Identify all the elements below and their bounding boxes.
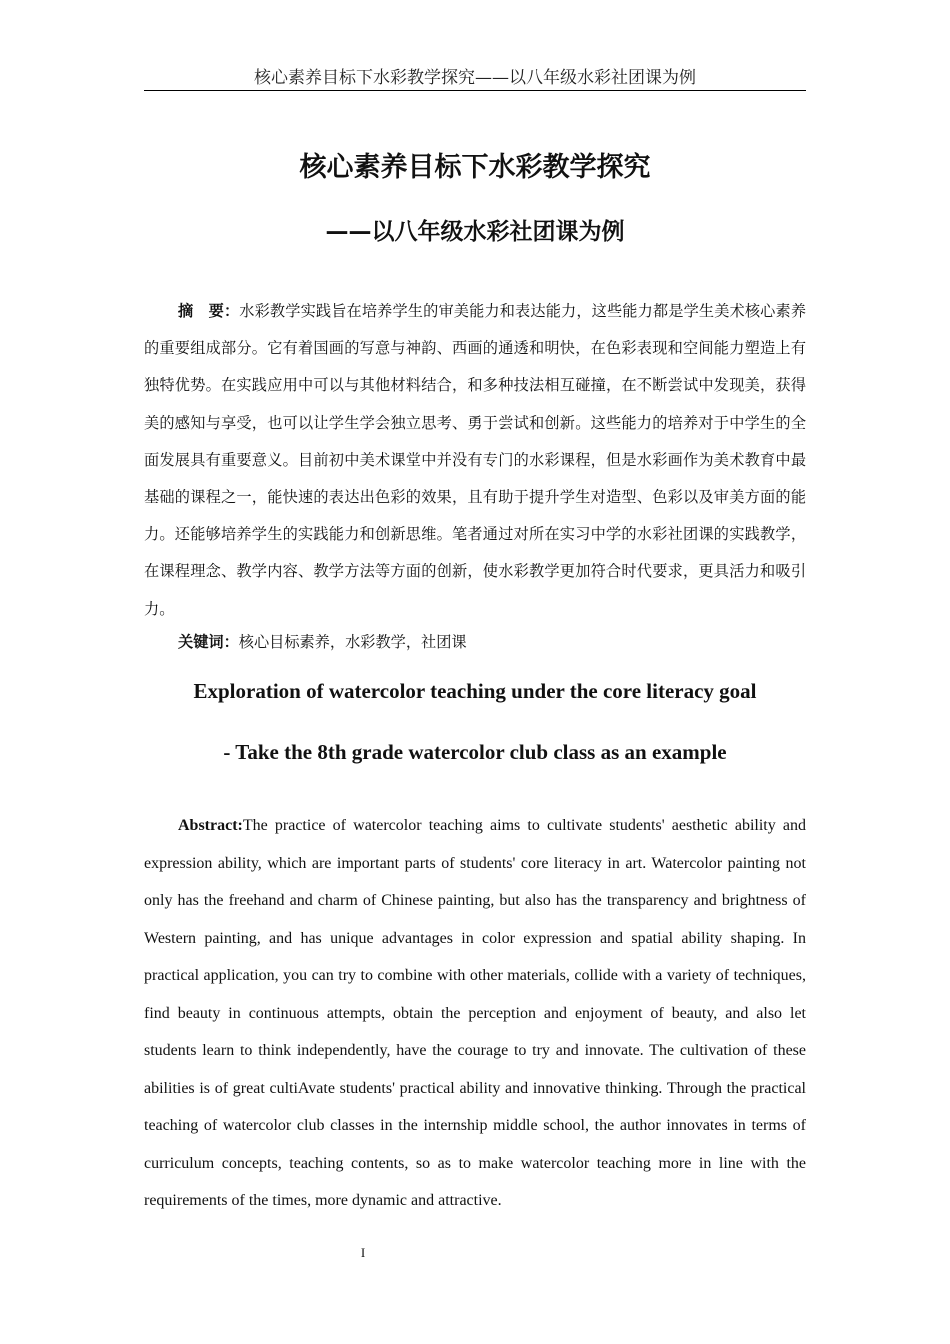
- english-title: Exploration of watercolor teaching under the core literacy goal: [193, 679, 757, 703]
- english-abstract: [144, 807, 806, 1220]
- header-rule: [144, 90, 806, 91]
- english-abstract-text: The practice of watercolor teaching aims to cultivate students' aesthetic ability and expression ability, which are important parts of students' core literacy in art. Watercolor painting not only has the freehand and charm of Chinese painting, but also has the transparency and brightness of Western painting, and has unique advantages in color expression and spatial ability shaping. In practical application, you can try to combine with other materials, collide with a variety of techniques, find beauty in continuous attempts, obtain the perception and enjoyment of beauty, and also let students learn to think independently, have the courage to try and innovate. The cultivation of these abilities is of great cultiAvate students' practical ability and innovative thinking. Through the practical teaching of watercolor club classes in the internship middle school, the author innovates in terms of curriculum concepts, teaching contents, so as to make watercolor teaching more in line with the requirements of the times, more dynamic and attractive.: [144, 817, 806, 1209]
- chinese-keywords-text: 核心目标素养，水彩教学，社团课: [238, 633, 467, 651]
- chinese-title: 核心素养目标下水彩教学探究: [299, 152, 651, 183]
- chinese-abstract-label: 摘 要：: [178, 302, 240, 320]
- chinese-abstract: [144, 293, 806, 628]
- running-header: 核心素养目标下水彩教学探究——以八年级水彩社团课为例: [254, 68, 696, 88]
- page-number: I: [360, 1245, 366, 1260]
- chinese-abstract-text: 水彩教学实践旨在培养学生的审美能力和表达能力，这些能力都是学生美术核心素养的重要组成部分。它有着国画的写意与神韵、西画的通透和明快，在色彩表现和空间能力塑造上有独特优势。在实践应用中可以与其他材料结合，和多种技法相互碰撞，在不断尝试中发现美，获得美的感知与享受，也可以让学生学会独立思考、勇于尝试和创新。这些能力的培养对于中学生的全面发展具有重要意义。目前初中美术课堂中并没有专门的水彩课程，但是水彩画作为美术教育中最基础的课程之一，能快速的表达出色彩的效果，且有助于提升学生对造型、色彩以及审美方面的能力。还能够培养学生的实践能力和创新思维。笔者通过对所在实习中学的水彩社团课的实践教学，在课程理念、教学内容、教学方法等方面的创新，使水彩教学更加符合时代要求，更具活力和吸引力。: [144, 302, 806, 618]
- chinese-keywords: [178, 626, 806, 658]
- english-abstract-label: Abstract:: [178, 817, 243, 834]
- english-subtitle: - Take the 8th grade watercolor club class as an example: [223, 740, 727, 764]
- chinese-subtitle: ——以八年级水彩社团课为例: [325, 219, 625, 245]
- chinese-keywords-label: 关键词：: [178, 633, 239, 651]
